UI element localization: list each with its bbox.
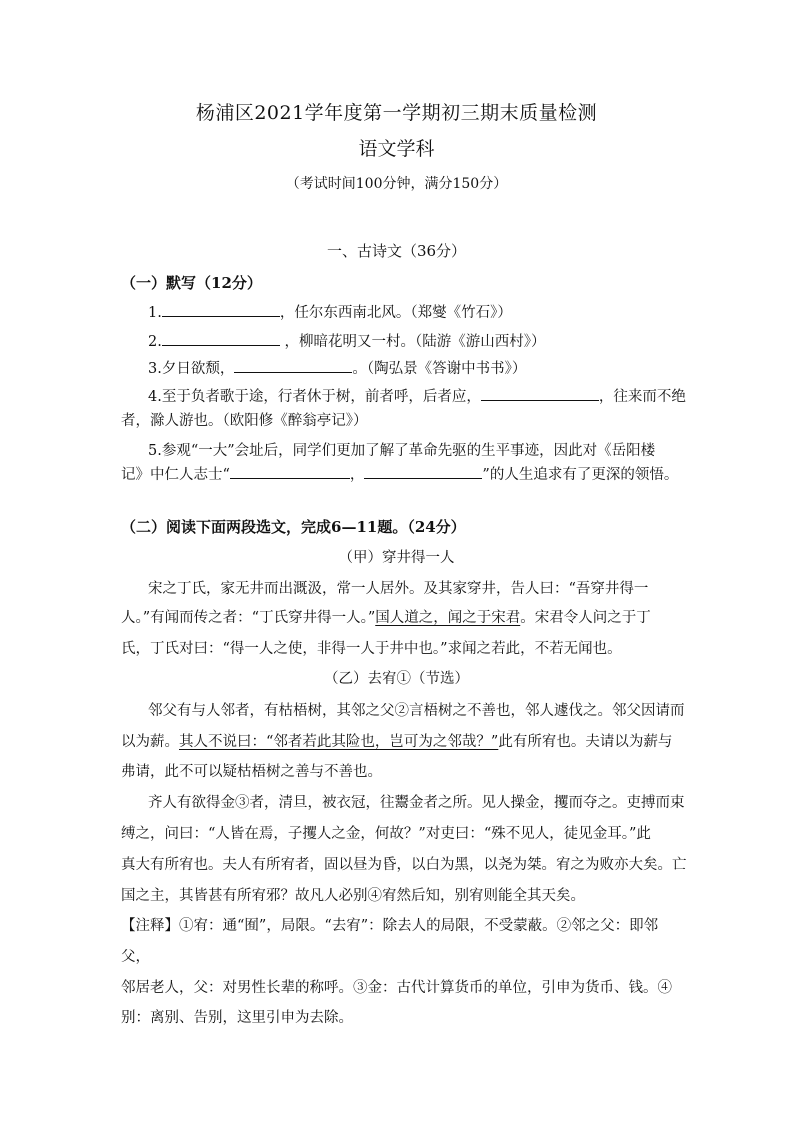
q2-text: ，柳暗花明又一村。（陆游《游山西村》） xyxy=(284,334,546,350)
passage-jia-line: 氏，丁氏对曰：“得一人之使，非得一人于井中也。”求闻之若此，不若无闻也。 xyxy=(121,641,622,657)
q1-number: 1. xyxy=(148,305,162,321)
q2-number: 2. xyxy=(148,334,162,350)
question-1 xyxy=(148,301,512,322)
part1-title: （一）默写（12分） xyxy=(121,274,262,292)
q3-blank[interactable] xyxy=(234,358,352,373)
exam-title: 杨浦区2021学年度第一学期初三期末质量检测 xyxy=(195,102,598,124)
annotation-line: 【注释】①宥：通“囿”，局限。“去宥”：除去人的局限，不受蒙蔽。②邻之父：即邻 xyxy=(121,918,659,934)
q5-text-b: 记》中仁人志士“ xyxy=(121,467,230,483)
q4-blank[interactable] xyxy=(481,386,599,401)
q1-text: ，任尔东西南北风。（郑燮《竹石》） xyxy=(279,305,512,321)
passage-jia-line xyxy=(121,606,651,627)
q2-blank[interactable] xyxy=(162,331,280,346)
q4-text-b: ，往来而不绝 xyxy=(598,389,686,405)
q1-blank[interactable] xyxy=(162,302,280,317)
yi-underlined-sentence: 其人不说曰：“邻者若此其险也，岂可为之邻哉？” xyxy=(179,734,499,750)
jia-text: 。宋君令人问之于丁 xyxy=(520,610,651,626)
annotation-line: 邻居老人，父：对男性长辈的称呼。③金：古代计算货币的单位，引申为货币、钱。④ xyxy=(121,980,672,996)
passage-jia-line: 宋之丁氏，家无井而出溉汲，常一人居外。及其家穿井，告人曰：“吾穿井得一 xyxy=(148,581,649,597)
question-4-continued: 者，滁人游也。（欧阳修《醉翁亭记》） xyxy=(121,413,368,429)
question-4 xyxy=(148,385,686,406)
passage-yi-line xyxy=(121,730,672,751)
jia-underlined-sentence: 国人道之，闻之于宋君 xyxy=(375,610,521,626)
q5-blank-1[interactable] xyxy=(230,464,350,479)
question-2 xyxy=(148,330,545,351)
q3-text-b: 。（陶弘景《答谢中书书》） xyxy=(352,361,527,377)
yi-text: 以为薪。 xyxy=(121,734,179,750)
q5-comma: ， xyxy=(349,467,365,483)
passage-yi-line: 国之主，其皆甚有所宥邪？故凡人必别④宥然后知，别宥则能全其天矣。 xyxy=(121,888,585,904)
passage-jia-title: （甲）穿井得一人 xyxy=(338,550,455,566)
passage-yi-line: 齐人有欲得金③者，清旦，被衣冠，往鬻金者之所。见人操金，攫而夺之。吏搏而束 xyxy=(148,795,685,811)
yi-text: 此有所宥也。夫请以为薪与 xyxy=(498,734,673,750)
q5-blank-2[interactable] xyxy=(364,464,482,479)
passage-yi-title: （乙）去宥①（节选） xyxy=(324,671,469,687)
q3-text-a: 3.夕日欲颓， xyxy=(148,361,235,377)
question-5: 5.参观“一大”会址后，同学们更加了解了革命先驱的生平事迹，因此对《岳阳楼 xyxy=(148,443,656,459)
passage-yi-line: 邻父有与人邻者，有枯梧树，其邻之父②言梧树之不善也，邻人遽伐之。邻父因请而 xyxy=(148,703,685,719)
exam-subject: 语文学科 xyxy=(358,138,435,160)
part2-title: （二）阅读下面两段选文，完成6—11题。（24分） xyxy=(121,518,466,536)
q5-text-d: ”的人生追求有了更深的领悟。 xyxy=(482,467,679,483)
annotation-line: 父， xyxy=(121,949,150,965)
exam-time-note: （考试时间100分钟，满分150分） xyxy=(285,176,508,192)
section-title: 一、古诗文（36分） xyxy=(326,242,467,260)
annotation-line: 别：离别、告别，这里引申为去除。 xyxy=(121,1010,353,1026)
passage-yi-line: 真大有所宥也。夫人有所宥者，固以昼为昏，以白为黑，以尧为桀。宥之为败亦大矣。亡 xyxy=(121,857,687,873)
jia-text: 人。”有闻而传之者：“丁氏穿井得一人。” xyxy=(121,610,376,626)
passage-yi-line: 弗请，此不可以疑枯梧树之善与不善也。 xyxy=(121,764,382,780)
question-3 xyxy=(148,357,526,378)
question-5-continued xyxy=(121,463,678,484)
q4-text-a: 4.至于负者歌于途，行者休于树，前者呼，后者应， xyxy=(148,389,481,405)
passage-yi-line: 缚之，问曰：“人皆在焉，子攫人之金，何故？”对吏曰：“殊不见人，徒见金耳。”此 xyxy=(121,826,651,842)
